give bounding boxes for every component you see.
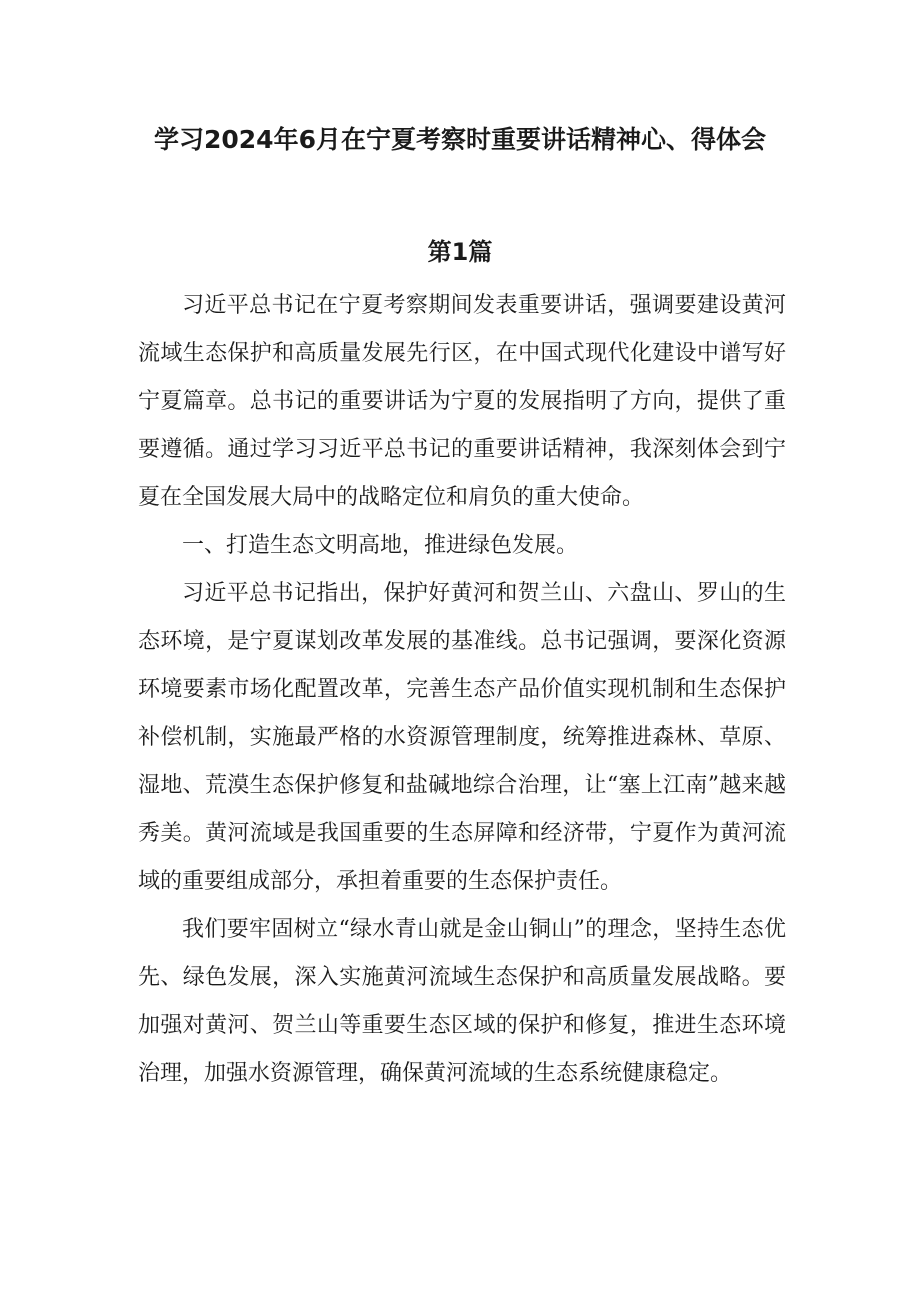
paragraph-green-development: 我们要牢固树立“绿水青山就是金山铜山”的理念，坚持生态优先、绿色发展，深入实施黄河流域生态保护和高质量发展战略。要加强对黄河、贺兰山等重要生态区域的保护和修复，推进生态环境治理，加强水资源管理，确保黄河流域的生态系统健康稳定。 <box>138 917 786 1086</box>
paragraph-ecology: 习近平总书记指出，保护好黄河和贺兰山、六盘山、罗山的生态环境，是宁夏谋划改革发展的基准线。总书记强调，要深化资源环境要素市场化配置改革，完善生态产品价值实现机制和生态保护补偿机制，实施最严格的水资源管理制度，统筹推进森林、草原、湿地、荒漠生态保护修复和盐碱地综合治理，让“塞上江南”越来越秀美。黄河流域是我国重要的生态屏障和经济带，宁夏作为黄河流域的重要组成部分，承担着重要的生态保护责任。 <box>138 581 786 894</box>
section-heading: 第1篇 <box>427 238 493 266</box>
paragraph-intro: 习近平总书记在宁夏考察期间发表重要讲话，强调要建设黄河流域生态保护和高质量发展先行区，在中国式现代化建设中谱写好宁夏篇章。总书记的重要讲话为宁夏的发展指明了方向，提供了重要遵循。通过学习习近平总书记的重要讲话精神，我深刻体会到宁夏在全国发展大局中的战略定位和肩负的重大使命。 <box>138 293 786 510</box>
document-title: 学习2024年6月在宁夏考察时重要讲话精神心、得体会 <box>154 125 766 154</box>
paragraph-subheading: 一、打造生态文明高地，推进绿色发展。 <box>182 533 579 558</box>
document-body <box>138 282 786 1098</box>
